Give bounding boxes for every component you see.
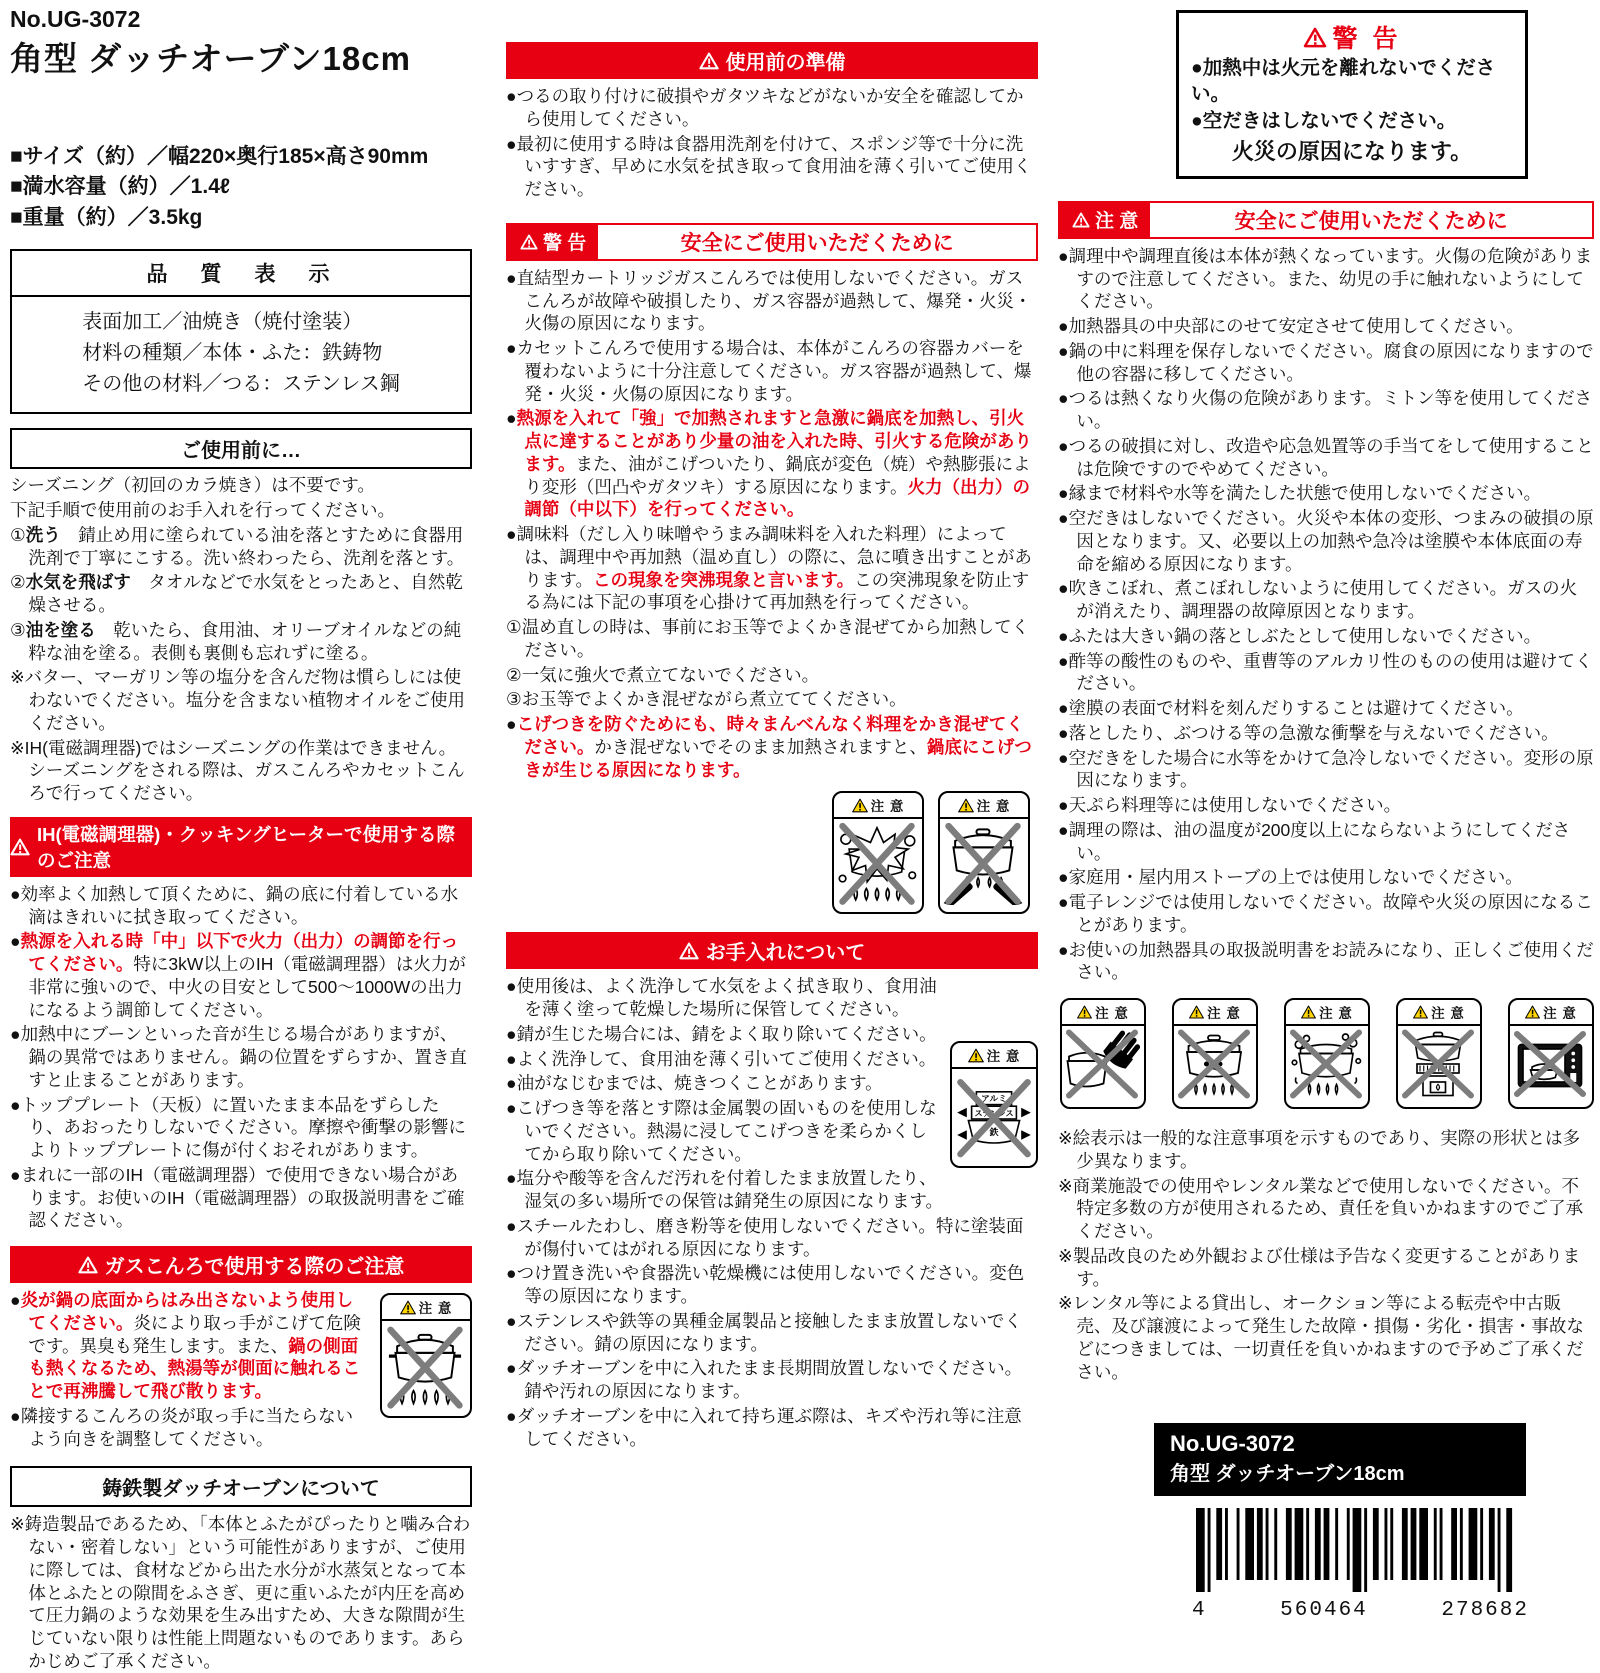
paragraph: ②水気を飛ばす タオルなどで水気をとったあと、自然乾燥させる。 — [10, 572, 463, 616]
gas-section-header: ガスこんろで使用する際のご注意 — [10, 1246, 472, 1283]
crossed-pot-on-flames-drawing — [384, 1323, 466, 1409]
caution-pictogram-no-touching-hot-pot: 注 意 — [1060, 998, 1146, 1109]
caution-triangle-icon — [968, 1048, 984, 1063]
list-item: ●スチールたわし、磨き粉等を使用しないでください。特に塗装面が傷付いてはがれる原因になります。 — [506, 1215, 1024, 1259]
list-item: ●最初に使用する時は食器用洗剤を付けて、スポンジ等で十分に洗いすすぎ、早めに水気を拭き取って食用油を薄く引いてご使用ください。 — [506, 133, 1032, 199]
crossed-burst-pot-drawing — [836, 821, 918, 905]
spec-line: ■重量（約）／3.5kg — [10, 205, 203, 229]
barcode-bars — [1188, 1508, 1533, 1594]
crossed-pot-on-stove-drawing — [1400, 1028, 1476, 1100]
paragraph: ③油を塗る 乾いたら、食用油、オリーブオイルなどの純粋な油を塗る。表側も裏側も忘れずに塗る。 — [10, 619, 462, 663]
caution-pictogram-no-sudden-boiling: 注 意 — [832, 791, 924, 914]
cast-iron-body — [10, 1513, 472, 1672]
quality-table-rows — [82, 307, 400, 400]
svg-text:ステンレス: ステンレス — [974, 1109, 1014, 1119]
list-item: ●塗膜の表面で材料を刻んだりすることは避けてください。 — [1058, 698, 1524, 719]
gas-item-list — [10, 1289, 472, 1450]
list-item: ●お使いの加熱器具の取扱説明書をお読みになり、正しくご使用ください。 — [1058, 939, 1594, 983]
disclaimer-notes — [1058, 1127, 1594, 1383]
paragraph: 下記手順で使用前のお手入れを行ってください。 — [10, 500, 395, 521]
section-safety-caution — [1058, 201, 1594, 984]
section-safety-warning — [506, 223, 1038, 915]
care-item-list — [506, 975, 1038, 1450]
list-item: ●調理の際は、油の温度が200度以上にならないようにしてください。 — [1058, 819, 1571, 863]
caution-pictogram-no-dissimilar-metals: 注 意 アルミ ステンレス 鉄 — [950, 1041, 1038, 1168]
caution-pictogram-no-dry-heating: 注 意 — [1172, 998, 1258, 1109]
warning-triangle-icon — [1303, 27, 1327, 48]
list-item: ●熱源を入れて「強」で加熱されますと急激に鍋底を加熱し、引火点に達することがあり少量の油を入れた時、引火する危険があります。また、油がこげついたり、鍋底が変色（焼）や熱膨張により変形（凹凸やガタツキ）する原因になります。火力（出力）の調節（中以下）を行ってください。 — [506, 408, 1032, 520]
before-use-body — [10, 474, 472, 805]
list-item: ●加熱器具の中央部にのせて安定させて使用してください。 — [1058, 316, 1524, 337]
quality-row: 材料の種類／本体・ふた：鉄鋳物 — [82, 342, 383, 365]
caution-pictogram-no-touching-over-fire: 注 意 — [938, 791, 1030, 914]
list-item: ●よく洗浄して、食用油を薄く引いてご使用ください。 — [506, 1048, 937, 1069]
caution-triangle-icon — [1413, 1005, 1428, 1019]
warning-item-list — [506, 267, 1038, 782]
paragraph: ※IH(電磁調理器)ではシーズニングの作業はできません。シーズニングをされる際は、ガスこんろやカセットこんろで行ってください。 — [10, 737, 465, 804]
warning-header — [506, 223, 1038, 261]
product-number: No.UG-3072 — [10, 6, 141, 32]
list-item: ●家庭用・屋内用ストーブの上では使用しないでください。 — [1058, 867, 1523, 888]
list-item: ●こげつき等を落とす際は金属製の固いものを使用しないでください。熱湯に浸してこげつきを柔らかくしてから取り除いてください。 — [506, 1098, 937, 1164]
ih-item-list — [10, 883, 472, 1232]
caution-header-title: 安全にご使用いただくために — [1234, 209, 1508, 233]
warning-triangle-icon — [679, 942, 699, 960]
list-item: ①温め直しの時は、事前にお玉等でよくかき混ぜてから加熱してください。 — [506, 617, 1030, 660]
caution-pictogram-no-boil-over: 注 意 — [1284, 998, 1370, 1109]
list-item: ●熱源を入れる時「中」以下で火力（出力）の調節を行ってください。特に3kW以上のIH（電磁調理器）は火力が非常に強いので、中火の目安として500～1000Wの出力になるよう調節してください。 — [10, 931, 466, 1020]
warning-badge: 警 告 — [508, 225, 598, 259]
caution-item-list — [1058, 245, 1594, 984]
preparation-item-list — [506, 85, 1038, 201]
list-item: ●加熱中にブーンといった音が生じる場合がありますが、鍋の異常ではありません。鍋の位置をずらすか、置き直すと止まることがあります。 — [10, 1024, 467, 1090]
warning-header-title: 安全にご使用いただくために — [680, 231, 954, 255]
list-item: ●酢等の酸性のものや、重曹等のアルカリ性のものの使用は避けてください。 — [1058, 650, 1593, 694]
crossed-boil-over-drawing — [1288, 1028, 1364, 1100]
list-item: ●つるは熱くなり火傷の危険があります。ミトン等を使用してください。 — [1058, 388, 1593, 432]
list-item: ●鍋の中に料理を保存しないでください。腐食の原因になりますので他の容器に移してください。 — [1058, 340, 1594, 384]
cast-iron-title: 鋳鉄製ダッチオーブンについて — [10, 1466, 472, 1507]
list-item: ●調味料（だし入り味噌やうまみ調味料を入れた料理）によっては、調理中や再加熱（温め直し）の際に、急に噴き出すことがあります。この現象を突沸現象と言います。この突沸現象を防止する為には下記の事項を心掛けて再加熱を行ってください。 — [506, 524, 1032, 613]
caution-pictogram-no-microwave: 注 意 — [1508, 998, 1594, 1109]
list-item: ●塩分や酸等を含んだ汚れを付着したまま放置したり、湿気の多い場所での保管は錆発生の原因になります。 — [506, 1168, 943, 1211]
list-item: ●つるの破損に対し、改造や応急処置等の手当てをして使用することは危険ですのでやめてください。 — [1058, 435, 1594, 479]
note-item: ※製品改良のため外観および仕様は予告なく変更することがあります。 — [1058, 1245, 1581, 1289]
list-item: ③お玉等でよくかき混ぜながら煮立ててください。 — [506, 689, 907, 710]
product-label-number: No.UG-3072 — [1170, 1431, 1295, 1457]
svg-text:鉄: 鉄 — [989, 1127, 999, 1138]
spec-line: ■サイズ（約）／幅220×奥行185×高さ90mm — [10, 145, 429, 168]
warning-box-lines — [1191, 55, 1513, 134]
crossed-metal-stack-drawing — [954, 1071, 1034, 1159]
paragraph: ※鋳造製品であるため、「本体とふたがぴったりと噛み合わない・密着しない」という可能性がありますが、ご使用に際しては、食材などから出た水分が水蒸気となって本体とふたとの隙間をふさぎ、更に重いふたが内圧を高めて圧力鍋のような効果を生み出すため、大きな隙間が生じていない限りは性能上問題ないものであります。あらかじめご了承ください。 — [10, 1514, 471, 1671]
list-item: ●天ぷら料理等には使用しないでください。 — [1058, 795, 1402, 816]
quality-table-title: 品 質 表 示 — [12, 251, 470, 297]
warning-triangle-icon — [1072, 212, 1090, 228]
before-use-title: ご使用前に… — [10, 428, 472, 469]
note-item: ※レンタル等による貸出し、オークション等による転売や中古販売、及び譲渡によって発生した故障・損傷・劣化・損害・事故などにつきましては、一切責任を負いかねますので予めご了承ください。 — [1058, 1293, 1584, 1382]
list-item: ●吹きこぼれ、煮こぼれしないように使用してください。ガスの火が消えたり、調理器の故障原因となります。 — [1058, 578, 1578, 622]
caution-pictogram-no-flame-overhang: 注 意 — [380, 1293, 472, 1418]
crossed-empty-pot-drawing — [1176, 1028, 1252, 1100]
list-item: ●ステンレスや鉄等の異種金属製品と接触したまま放置しないでください。錆の原因になります。 — [506, 1310, 1022, 1354]
note-item: ※商業施設での使用やレンタル業などで使用しないでください。不特定多数の方が使用されるため、責任を負いかねますのでご了承ください。 — [1058, 1175, 1584, 1242]
list-item: ●まれに一部のIH（電磁調理器）で使用できない場合があります。お使いのIH（電磁調理器）の取扱説明書をご確認ください。 — [10, 1164, 465, 1231]
caution-triangle-icon — [1189, 1005, 1204, 1019]
list-item: ●落としたり、ぶつける等の急激な衝撃を与えないでください。 — [1058, 722, 1559, 743]
quality-table — [10, 249, 472, 414]
crossed-hand-touch-drawing — [1064, 1028, 1140, 1100]
product-title: 角型 ダッチオーブン18cm — [10, 40, 411, 77]
caution-triangle-icon — [1301, 1005, 1316, 1019]
crossed-pot-hands-drawing — [942, 821, 1024, 905]
paragraph: シーズニング（初回のカラ焼き）は不要です。 — [10, 475, 375, 496]
right-column — [1058, 0, 1594, 1622]
section-before-use — [10, 428, 472, 805]
caution-pictogram-no-stove-top: 注 意 — [1396, 998, 1482, 1109]
list-item: ●トッププレート（天板）に置いたまま本品をずらしたり、あおったりしないでください。摩擦や衝撃の影響によりトッププレートに傷が付くおそれがあります。 — [10, 1094, 466, 1161]
section-ih — [10, 817, 472, 1232]
svg-text:アルミ: アルミ — [980, 1093, 1008, 1104]
warning-triangle-icon — [10, 838, 30, 856]
list-item: ●空だきはしないでください。火災や本体の変形、つまみの破損の原因となります。又、必要以上の加熱や急冷は塗膜や本体底面の寿命を縮める原因になります。 — [1058, 508, 1594, 574]
section-preparation — [506, 42, 1038, 201]
list-item: ●調理中や調理直後は本体が熱くなっています。火傷の危険がありますので注意してください。また、幼児の手に触れないようにしてください。 — [1058, 245, 1593, 312]
warning-triangle-icon — [520, 234, 538, 250]
warning-triangle-icon — [699, 52, 719, 70]
warning-box-title: 警 告 — [1191, 19, 1513, 55]
list-item: ●カセットこんろで使用する場合は、本体がこんろの容器カバーを覆わないように十分注意してください。ガス容器が過熱して、爆発・火災・火傷の原因になります。 — [506, 338, 1032, 404]
ih-section-header: IH(電磁調理器)・クッキングヒーターで使用する際のご注意 — [10, 817, 472, 877]
caution-triangle-icon — [1525, 1005, 1540, 1019]
note-item: ※絵表示は一般的な注意事項を示すものであり、実際の形状とは多少異なります。 — [1058, 1128, 1581, 1171]
caution-triangle-icon — [958, 798, 974, 813]
section-cast-iron — [10, 1466, 472, 1672]
crossed-microwave-drawing — [1512, 1028, 1588, 1100]
list-item: ●縁まで材料や水等を満たした状態で使用しないでください。 — [1058, 483, 1542, 504]
list-item: ●こげつきを防ぐためにも、時々まんべんなく料理をかき混ぜてください。かき混ぜないでそのまま加熱されますと、鍋底にこげつきが生じる原因になります。 — [506, 714, 1032, 780]
list-item: ●電子レンジでは使用しないでください。故障や火災の原因になることがあります。 — [1058, 892, 1593, 935]
caution-triangle-icon — [852, 798, 868, 813]
list-item: ●油がなじむまでは、焼きつくことがあります。 — [506, 1073, 883, 1094]
caution-pictogram-row — [1058, 998, 1594, 1109]
paragraph: ※バター、マーガリン等の塩分を含んだ物は慣らしには使わないでください。塩分を含まない植物オイルをご使用ください。 — [10, 667, 465, 733]
section-care — [506, 932, 1038, 1450]
warning-box-footer: 火災の原因になります。 — [1231, 138, 1473, 164]
list-item: ②一気に強火で煮立てないでください。 — [506, 664, 820, 685]
left-column — [10, 0, 472, 1673]
list-item: ●ダッチオーブンを中に入れたまま長期間放置しないでください。錆や汚れの原因になります。 — [506, 1358, 1023, 1401]
list-item: ●つけ置き洗いや食器洗い乾燥機には使用しないでください。変色等の原因になります。 — [506, 1263, 1025, 1306]
caution-header — [1058, 201, 1594, 239]
warning-triangle-icon — [78, 1256, 98, 1274]
paragraph: ①洗う 錆止め用に塗られている油を落とすために食器用洗剤で丁寧にこする。洗い終わったら、洗剤を落とす。 — [10, 524, 465, 568]
list-item: ●炎が鍋の底面からはみ出さないよう使用してください。炎により取っ手がこげて危険です。異臭も発生します。また、鍋の側面も熱くなるため、熱湯等が側面に触れることで再沸騰して飛び散ります。 — [10, 1290, 361, 1402]
caution-triangle-icon — [1077, 1005, 1092, 1019]
list-item: ●直結型カートリッジガスこんろでは使用しないでください。ガスこんろが故障や破損したり、ガス容器が過熱して、爆発・火災・火傷の原因になります。 — [506, 267, 1032, 334]
quality-row: 表面加工／油焼き（焼付塗装） — [82, 311, 363, 334]
product-label — [1154, 1423, 1526, 1496]
list-item: ●空だきをした場合に水等をかけて急冷しないでください。変形の原因になります。 — [1058, 747, 1594, 791]
caution-triangle-icon — [400, 1300, 416, 1315]
section-gas — [10, 1246, 472, 1450]
barcode-digits: 4 560464 278682 — [1192, 1599, 1529, 1623]
product-label-name: 角型 ダッチオーブン18cm — [1170, 1463, 1405, 1486]
spec-list — [10, 142, 472, 233]
list-item: ●隣接するこんろの炎が取っ手に当たらないよう向きを調整してください。 — [10, 1405, 354, 1449]
warning-line: ●加熱中は火元を離れないでください。 — [1191, 57, 1496, 106]
spec-line: ■満水容量（約）／1.4ℓ — [10, 175, 231, 199]
list-item: ●つるの取り付けに破損やガタツキなどがないか安全を確認してから使用してください。 — [506, 86, 1024, 129]
list-item: ●ふたは大きい鍋の落としぶたとして使用しないでください。 — [1058, 625, 1542, 646]
list-item: ●使用後は、よく洗浄して水気をよく拭き取り、食用油を薄く塗って乾燥した場所に保管してください。 — [506, 976, 937, 1019]
list-item: ●効率よく加熱して頂くために、鍋の底に付着している水滴はきれいに拭き取ってください。 — [10, 883, 459, 927]
warning-box — [1176, 10, 1528, 179]
care-header: お手入れについて — [506, 932, 1038, 969]
warning-line: ●空だきはしないでください。 — [1191, 109, 1457, 132]
quality-row: その他の材料／つる：ステンレス鋼 — [82, 373, 400, 396]
warning-pictogram-row — [506, 791, 1038, 914]
caution-badge: 注 意 — [1060, 203, 1150, 237]
preparation-header: 使用前の準備 — [506, 42, 1038, 79]
barcode — [1188, 1508, 1533, 1622]
list-item: ●錆が生じた場合には、錆をよく取り除いてください。 — [506, 1023, 937, 1044]
list-item: ●ダッチオーブンを中に入れて持ち運ぶ際は、キズや汚れ等に注意してください。 — [506, 1405, 1022, 1449]
